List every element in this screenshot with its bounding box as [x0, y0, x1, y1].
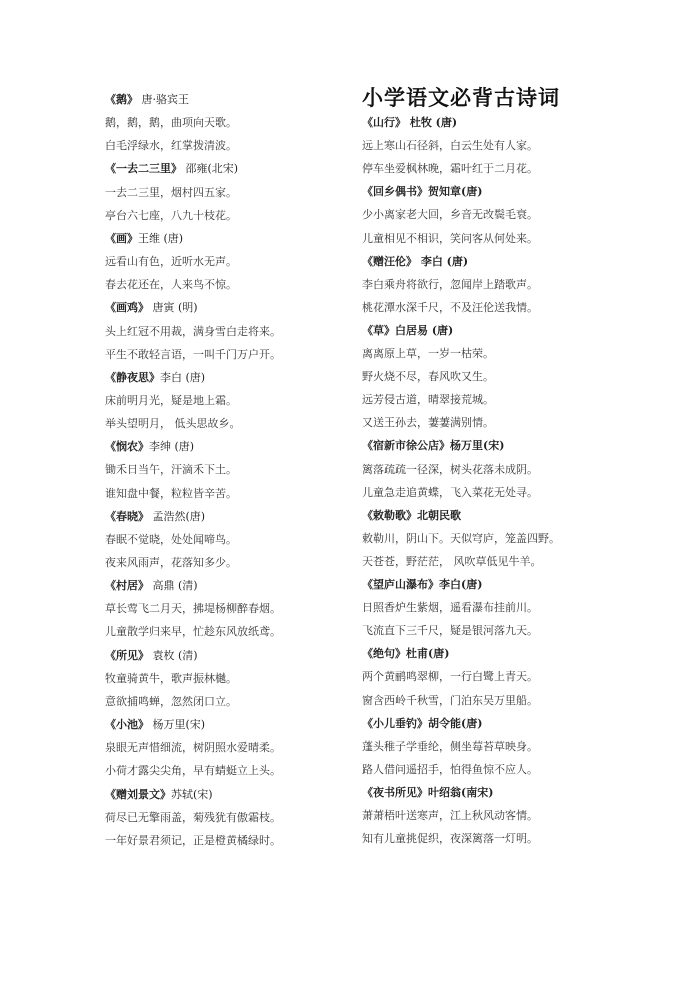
poem-author: 王维 (唐) [138, 231, 184, 245]
poem-author: 孟浩然(唐) [149, 509, 206, 523]
poem-title: 《画鸡》 [105, 301, 149, 315]
poem-author: 苏轼(宋) [171, 787, 213, 801]
poem-title: 《一去二三里》 [105, 162, 182, 176]
poem-heading [105, 579, 198, 593]
poem-author: 杨万里(宋) [450, 439, 505, 453]
poem-heading [362, 439, 504, 453]
poem-heading [362, 717, 482, 731]
poem-line: 平生不敢轻言语，一叫千门万户开。 [105, 347, 281, 361]
poem-title: 《小儿垂钓》 [362, 716, 428, 730]
poem-heading [105, 649, 198, 663]
poem-author: 袁枚 (清) [149, 648, 198, 662]
poem-heading [105, 301, 198, 315]
poem-title: 《宿新市徐公店》 [362, 439, 450, 453]
poem-heading [105, 162, 238, 176]
poem-heading [105, 788, 213, 802]
poem-title: 《小池》 [105, 718, 149, 732]
poem-line: 少小离家老大回，乡音无改鬓毛衰。 [362, 208, 538, 222]
poem-line: 野火烧不尽，春风吹又生。 [362, 370, 494, 384]
poem-line: 谁知盘中餐，粒粒皆辛苦。 [105, 486, 237, 500]
poem-heading [105, 371, 205, 385]
poem-heading [362, 255, 468, 269]
poem-line: 泉眼无声惜细流，树阴照水爱晴柔。 [105, 741, 281, 755]
poem-heading [362, 185, 482, 199]
poem-line: 远看山有色，近听水无声。 [105, 255, 237, 269]
poem-heading [105, 93, 189, 107]
poem-title: 《敕勒歌》 [362, 508, 417, 522]
poem-heading [362, 647, 449, 661]
poem-line: 又送王孙去，萋萋满别情。 [362, 416, 494, 430]
poem-line: 窗含西岭千秋雪，门泊东吴万里船。 [362, 693, 538, 707]
poem-author: 杜甫(唐) [406, 647, 450, 661]
poem-title: 《赠汪伦》 [362, 254, 417, 268]
poem-line: 草长莺飞二月天，拂堤杨柳醉春烟。 [105, 602, 281, 616]
poem-line: 篱落疏疏一径深，树头花落未成阴。 [362, 462, 538, 476]
poem-author: 高鼎 (清) [149, 579, 198, 593]
poem-title: 《绝句》 [362, 647, 406, 661]
poem-line: 亭台六七座，八九十枝花。 [105, 208, 237, 222]
poem-author: 北朝民歌 [417, 508, 461, 522]
poem-line: 知有儿童挑促织，夜深篱落一灯明。 [362, 832, 538, 846]
poem-line: 牧童骑黄牛，歌声振林樾。 [105, 671, 237, 685]
poem-title: 《望庐山瀑布》 [362, 578, 439, 591]
poem-line: 两个黄鹂鸣翠柳，一行白鹭上青天。 [362, 670, 538, 684]
poem-author: 李白(唐) [439, 578, 483, 591]
poem-title: 《赠刘景文》 [105, 787, 171, 801]
poem-line: 一去二三里，烟村四五家。 [105, 185, 237, 199]
poem-line: 敕勒川，阴山下。天似穹庐，笼盖四野。 [362, 531, 560, 545]
poem-line: 荷尽已无擎雨盖，菊残犹有傲霜枝。 [105, 810, 281, 824]
poem-line: 儿童散学归来早，忙趁东风放纸鸢。 [105, 625, 281, 639]
poem-line: 路人借问遥招手，怕得鱼惊不应人。 [362, 762, 538, 776]
poem-author: 唐寅 (明) [149, 301, 198, 315]
poem-line: 飞流直下三千尺，疑是银河落九天。 [362, 624, 538, 638]
poem-line: 李白乘舟将欲行，忽闻岸上踏歌声。 [362, 277, 538, 291]
poem-title: 《夜书所见》 [362, 785, 428, 799]
poem-author: 叶绍翁(南宋) [428, 785, 494, 799]
poem-line: 萧萧梧叶送寒声，江上秋风动客情。 [362, 809, 538, 822]
poem-line: 床前明月光，疑是地上霜。 [105, 393, 237, 407]
poem-title: 《悯农》 [105, 440, 149, 454]
poem-title: 《春晓》 [105, 509, 149, 523]
poem-line: 头上红冠不用裁，满身雪白走将来。 [105, 324, 281, 338]
poem-heading [362, 324, 453, 338]
poem-author: 李白 (唐) [160, 370, 206, 384]
poem-line: 举头望明月， 低头思故乡。 [105, 417, 241, 431]
poem-title: 《所见》 [105, 648, 149, 662]
poem-heading [362, 578, 482, 592]
poem-line: 离离原上草，一岁一枯荣。 [362, 347, 494, 360]
poem-line: 远芳侵古道，晴翠接荒城。 [362, 393, 494, 407]
poem-author: 邵雍(北宋) [182, 162, 239, 176]
poem-title: 《静夜思》 [105, 370, 160, 384]
poem-heading [105, 232, 183, 246]
poem-author: 唐·骆宾王 [138, 93, 189, 106]
poem-title: 《画》 [105, 231, 138, 245]
page-title: 小学语文必背古诗词 [362, 85, 560, 110]
poem-heading [105, 718, 205, 732]
poem-line: 春去花还在，人来鸟不惊。 [105, 278, 237, 292]
poem-author: 李绅 (唐) [149, 440, 195, 454]
poem-line: 儿童相见不相识，笑问客从何处来。 [362, 231, 538, 245]
poem-title: 《村居》 [105, 579, 149, 593]
poem-author: 白居易 (唐) [395, 323, 454, 337]
poem-line: 春眠不觉晓，处处闻啼鸟。 [105, 532, 237, 546]
poem-heading [362, 509, 461, 523]
poem-line: 儿童急走追黄蝶，飞入菜花无处寻。 [362, 485, 538, 499]
poem-line: 天苍苍，野茫茫， 风吹草低见牛羊。 [362, 554, 542, 568]
poem-title: 《山行》 [362, 116, 406, 129]
poem-author: 胡令能(唐) [428, 716, 483, 730]
poem-title: 《回乡偶书》 [362, 185, 428, 199]
poem-heading [362, 786, 493, 800]
poem-author: 李白 (唐) [417, 254, 469, 268]
poem-line: 小荷才露尖尖角，早有蜻蜓立上头。 [105, 764, 281, 778]
poem-line: 锄禾日当午，汗滴禾下土。 [105, 463, 237, 477]
poem-author: 杨万里(宋) [149, 718, 206, 732]
poem-line: 桃花潭水深千尺，不及汪伦送我情。 [362, 300, 538, 314]
poem-heading [362, 116, 457, 130]
poem-line: 停车坐爱枫林晚，霜叶红于二月花。 [362, 162, 538, 176]
poem-line: 意欲捕鸣蝉，忽然闭口立。 [105, 694, 237, 708]
poem-line: 日照香炉生紫烟，遥看瀑布挂前川。 [362, 601, 538, 615]
poem-heading [105, 440, 194, 454]
poem-line: 蓬头稚子学垂纶，侧坐莓苔草映身。 [362, 739, 538, 753]
poem-line: 一年好景君须记，正是橙黄橘绿时。 [105, 833, 281, 847]
poem-line: 鹅，鹅，鹅，曲项向天歌。 [105, 116, 237, 130]
poem-line: 夜来风雨声，花落知多少。 [105, 556, 237, 569]
poem-title: 《鹅》 [105, 93, 138, 106]
poem-title: 《草》 [362, 323, 395, 337]
poem-author: 杜牧 (唐) [406, 116, 458, 129]
poem-heading [105, 510, 205, 524]
poem-line: 白毛浮绿水，红掌拨清波。 [105, 139, 237, 153]
poem-author: 贺知章(唐) [428, 185, 483, 199]
poem-line: 远上寒山石径斜，白云生处有人家。 [362, 139, 538, 153]
